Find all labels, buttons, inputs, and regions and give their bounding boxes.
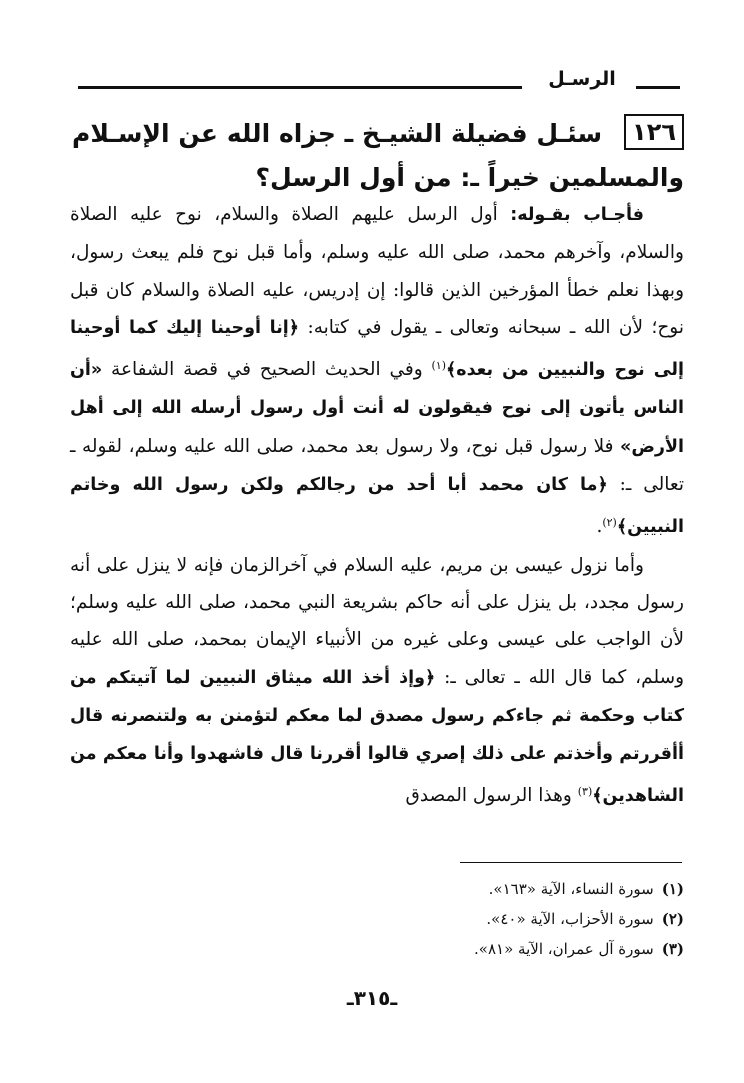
answer-paragraph-1: [70, 196, 684, 547]
question-block: [72, 112, 684, 200]
answer-paragraph-2: [70, 547, 684, 816]
footnote-ref: (٢): [602, 516, 617, 530]
quran-quote: ﴿وإذ أخذ الله ميثاق النبيين لما آتيتكم من كتاب وحكمة ثم جاءكم رسول مصدق لما معكم لتؤمنن به ولتنصرنه قال أأقررتم وأخذتم على ذلك إصري قالوا أقررنا قال فاشهدوا وأنا معكم من الشاهدين﴾: [70, 667, 684, 807]
footnote-item: [300, 934, 684, 964]
footnote-ref: (١): [431, 359, 446, 373]
header-rule-right: [636, 86, 680, 89]
answer-text: وهذا الرسول المصدق: [405, 785, 578, 807]
answer-body: [70, 196, 684, 816]
footnotes: [300, 874, 684, 964]
footnote-text: سورة الأحزاب، الآية «٤٠».: [486, 910, 654, 928]
quran-quote: ﴿ما كان محمد أبا أحد من رجالكم ولكن رسول الله وخاتم النبيين﴾: [70, 475, 684, 538]
footnote-item: [300, 904, 684, 934]
question-text: سئـل فضيلة الشيـخ ـ جزاه الله عن الإسـلام والمسلمين خيراً ـ: من أول الرسل؟: [72, 119, 684, 192]
footnote-ref: (٣): [577, 785, 593, 799]
answer-text: فلا رسول قبل نوح، ولا رسول بعد محمد، صلى الله عليه وسلم، لقوله ـ تعالى ـ:: [70, 435, 684, 496]
answer-text: أول الرسل عليهم الصلاة والسلام، نوح عليه الصلاة والسلام، وآخرهم محمد، صلى الله عليه وسلم، وأما قبل نوح فلم يبعث رسول، وبهذا نعلم خطأ المؤرخين الذين قالوا: إن إدريس، عليه الصلاة والسلام كان قبل نوح؛ لأن الله ـ سبحانه وتعالى ـ يقول في كتابه:: [70, 204, 684, 338]
footnote-number: (١): [661, 880, 684, 898]
answer-text: وأما نزول عيسى بن مريم، عليه السلام في آخرالزمان فإنه لا ينزل على أنه رسول مجدد، بل ينزل على أنه حاكم بشريعة النبي محمد، صلى الله عليه وسلم؛ لأن الواجب على عيسى وعلى غيره من الأنبياء الإيمان بمحمد، صلى الله عليه وسلم، كما قال الله ـ تعالى ـ:: [70, 554, 685, 688]
hadith-quote: «أن الناس يأتون إلى نوح فيقولون له أنت أول رسول أرسله الله إلى أهل الأرض»: [70, 360, 684, 457]
running-header: [78, 64, 680, 104]
answer-lead: فأجـاب بقـوله:: [510, 205, 644, 225]
answer-text: وفي الحديث الصحيح في قصة الشفاعة: [102, 359, 432, 381]
quran-quote: ﴿إنا أوحينا إليك كما أوحينا إلى نوح والنبيين من بعده﴾: [70, 317, 685, 381]
page-number: ـ٣١٥ـ: [346, 986, 398, 1010]
question-number: ١٢٦: [624, 114, 684, 150]
footnote-text: سورة آل عمران، الآية «٨١».: [474, 940, 654, 958]
footnote-number: (٢): [661, 910, 684, 928]
running-title: الرسـل: [548, 68, 616, 90]
answer-text: .: [596, 516, 603, 538]
header-rule-left: [78, 86, 522, 89]
footnote-divider: [460, 862, 682, 863]
footnote-text: سورة النساء، الآية «١٦٣».: [488, 880, 654, 898]
footnote-number: (٣): [661, 940, 684, 958]
footnote-item: [300, 874, 684, 904]
